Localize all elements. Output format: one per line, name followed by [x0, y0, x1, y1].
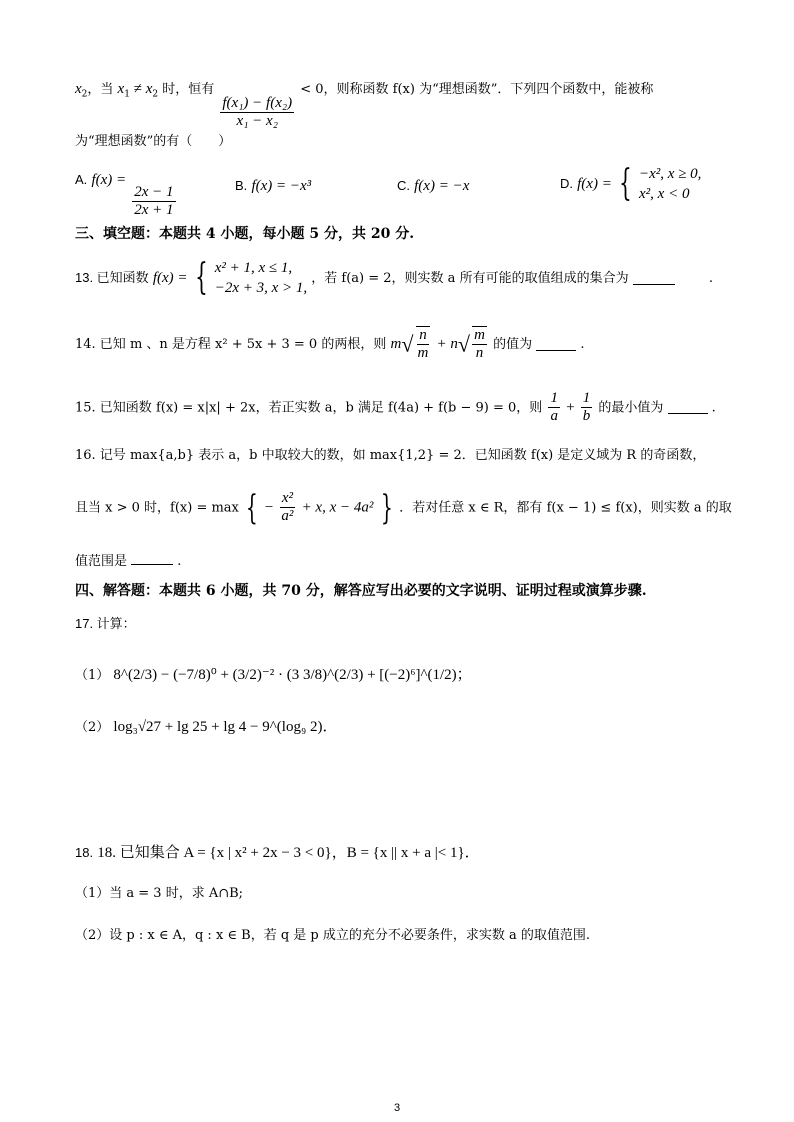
question-15: 15. 已知函数 f(x) = x|x| + 2x，若正实数 a，b 满足 f(4a) + f(b − 9) = 0，则 $\frac{1}{a}$ + $\frac{1}{b}$ 的最小值为 .: [75, 390, 716, 425]
option-c: C. f(x) = −x: [397, 178, 470, 194]
answer-blank: [131, 552, 173, 565]
question-13: 13. 已知函数 f(x) = { x² + 1, x ≤ 1, −2x + 3, x > 1, ，若 f(a) = 2，则实数 a 所有可能的取值组成的集合为 .: [75, 257, 713, 299]
question-16-line1: 16. 记号 max{a,b} 表示 a，b 中取较大的数，如 max{1,2} = 2．已知函数 f(x) 是定义域为 R 的奇函数，: [75, 448, 706, 463]
q12-fraction: $\frac{\text{f(x₁) − f(x₂)}}{\text{x₁ − x₂}}$: [222, 95, 293, 130]
page-number: 3: [393, 1102, 401, 1114]
question-17-part2: （2） log₃√27 + lg 25 + lg 4 − 9^(log₉ 2)．: [75, 719, 338, 735]
question-17-part1: （1） 8^(2/3) − (−7/8)⁰ + (3/2)⁻² · (3 3/8)^(2/3) + [(−2)⁶]^(1/2)；: [75, 667, 472, 683]
answer-blank: [633, 272, 675, 285]
q12-line2: 为“理想函数”的有（ ）: [75, 134, 232, 149]
question-18-part2: （2）设 p : x ∈ A，q : x ∈ B，若 q 是 p 成立的充分不必要条件，求实数 a 的取值范围.: [75, 928, 591, 943]
section-3-heading: 三、填空题：本题共 4 小题，每小题 5 分，共 20 分.: [75, 226, 415, 242]
answer-blank: [536, 338, 576, 351]
question-14: 14. 已知 m 、n 是方程 x² + 5x + 3 = 0 的两根，则 m√ $\frac{n}{m}$ + n√ $\frac{m}{n}$ 的值为 .: [75, 327, 585, 362]
answer-blank: [668, 401, 708, 414]
question-18-part1: （1）当 a = 3 时，求 A∩B;: [75, 886, 244, 901]
question-18-title: 18. 18. 已知集合 A = {x | x² + 2x − 3 < 0}，B = {x || x + a |< 1}．: [75, 845, 480, 861]
section-4-heading: 四、解答题：本题共 6 小题，共 70 分，解答应写出必要的文字说明、证明过程或演算步骤.: [75, 583, 647, 599]
option-a: A. f(x) = $\frac{2x - 1}{2x + 1}$: [75, 172, 174, 219]
question-16-line2: 且当 x > 0 时，f(x) = max { − $\frac{\text{x²}}{\text{a²}}$ + x, x − 4a² } ．若对任意 x ∈ R，都有 f(x − 1) ≤ f(x)，则实数 a 的取: [75, 487, 732, 528]
question-17-title: 17. 计算：: [75, 616, 136, 631]
question-16-line3: 值范围是 .: [75, 554, 182, 569]
option-d: D. f(x) = { −x², x ≥ 0, x², x < 0: [560, 163, 702, 205]
option-b: B. f(x) = −x³: [235, 178, 312, 194]
q12-line1: $x_2$，当 $x_1 \ne x_2$ 时，恒有 $\frac{\text{f(x₁) − f(x₂)}}{\text{x₁ − x₂}}$ < 0，则称函数 f(x) 为“理想函数”．下列四个函数中，能被称: [75, 81, 654, 130]
